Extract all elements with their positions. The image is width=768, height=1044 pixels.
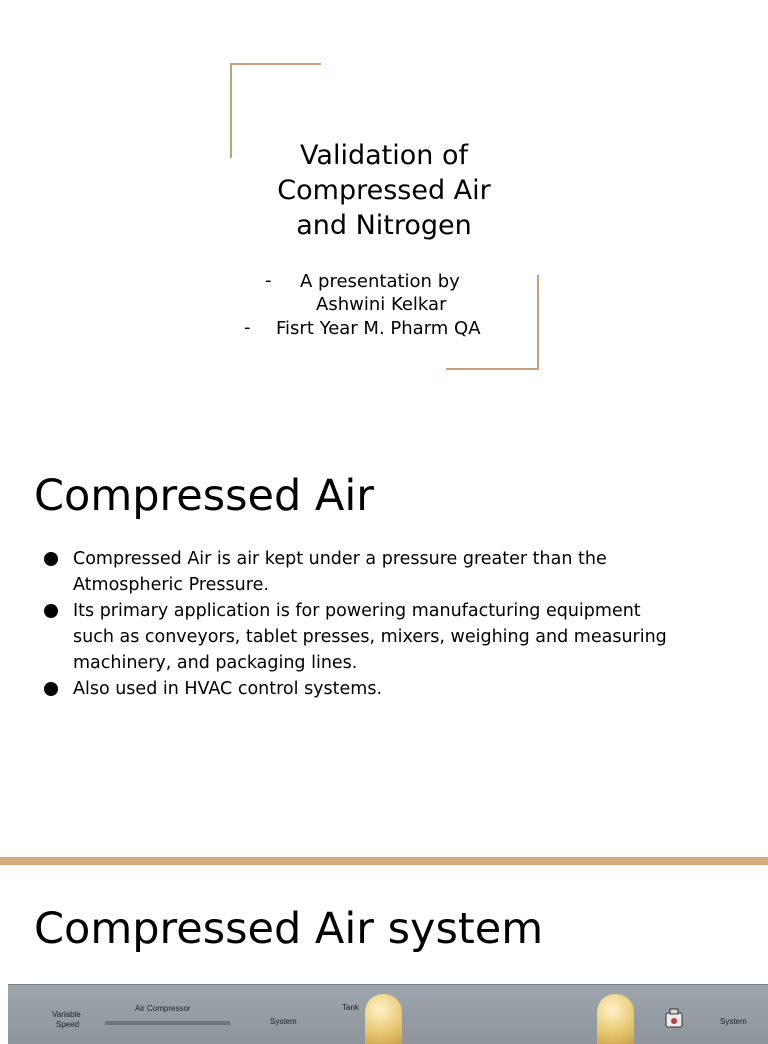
bullet-line: machinery, and packaging lines. xyxy=(73,653,358,673)
subtitle-line-course: Fisrt Year M. Pharm QA xyxy=(276,318,481,339)
dash-marker: - xyxy=(265,270,272,291)
diagram-label-variable: Variable xyxy=(52,1010,81,1019)
tank-icon xyxy=(365,994,402,1044)
compressed-air-system-slide xyxy=(0,865,768,1029)
bullet-line: Atmospheric Pressure. xyxy=(73,575,269,595)
presentation-title xyxy=(234,138,534,243)
title-line: Validation of xyxy=(300,140,468,171)
bullet-line: Compressed Air is air kept under a pressure greater than the xyxy=(73,549,607,569)
bullet-line: Also used in HVAC control systems. xyxy=(73,679,383,699)
diagram-label-system: System xyxy=(720,1017,747,1026)
tank-icon xyxy=(597,994,634,1044)
system-diagram-image xyxy=(8,984,768,1044)
bullet-icon xyxy=(44,552,58,566)
bullet-line: such as conveyors, tablet presses, mixers, weighing and measuring xyxy=(73,627,667,647)
title-slide xyxy=(0,0,768,420)
dash-marker: - xyxy=(244,317,251,338)
title-line: and Nitrogen xyxy=(296,210,472,241)
diagram-label-air-compressor: Air Compressor xyxy=(135,1004,191,1013)
subtitle-line-author: Ashwini Kelkar xyxy=(316,294,447,315)
list-item xyxy=(44,598,744,676)
slide-divider xyxy=(0,857,768,865)
diagram-label-system: System xyxy=(270,1017,297,1026)
title-line: Compressed Air xyxy=(277,175,491,206)
diagram-label-speed: Speed xyxy=(56,1020,80,1029)
compressor-unit xyxy=(105,1021,230,1025)
slide-heading: Compressed Air system xyxy=(34,904,544,954)
list-item xyxy=(44,676,744,702)
subtitle-line-presenter: A presentation by xyxy=(300,271,460,292)
list-item xyxy=(44,546,744,598)
compressed-air-slide xyxy=(0,420,768,857)
bullet-list xyxy=(44,546,744,702)
slide-heading: Compressed Air xyxy=(34,471,374,521)
pressure-regulator-icon xyxy=(663,1008,685,1028)
bullet-icon xyxy=(44,604,58,618)
bullet-line: Its primary application is for powering manufacturing equipment xyxy=(73,601,641,621)
bullet-icon xyxy=(44,682,58,696)
diagram-label-tank: Tank xyxy=(342,1003,359,1012)
